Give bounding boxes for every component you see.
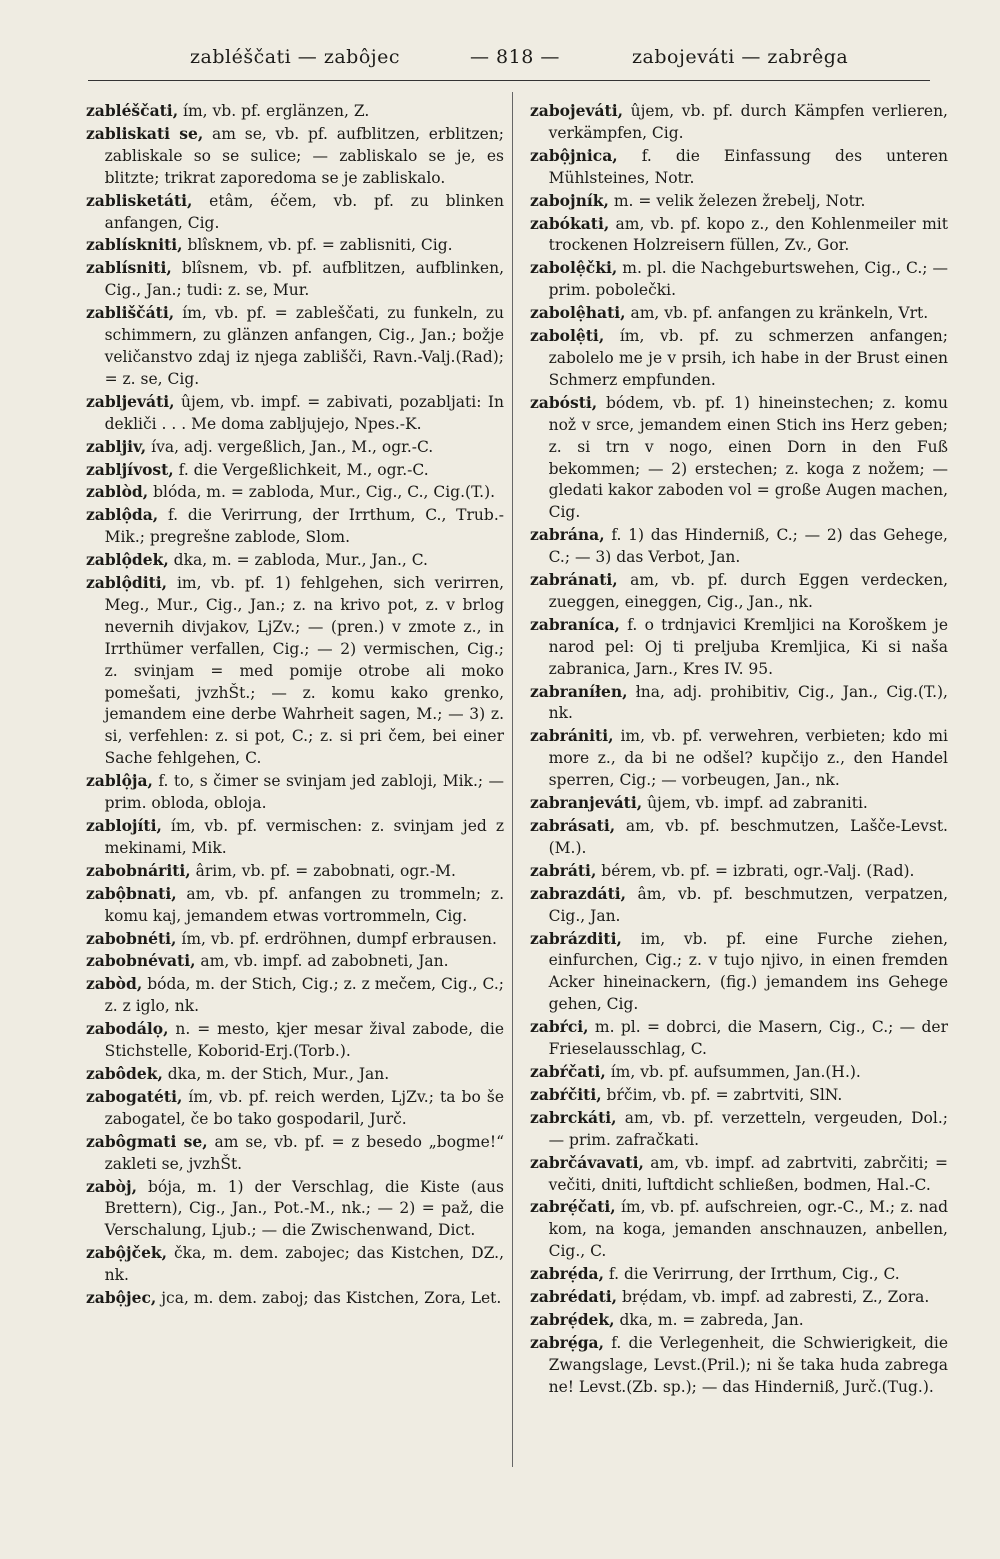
entry-definition: ím, vb. pf. erglänzen, Z. [178, 102, 370, 120]
dictionary-entry [86, 1063, 504, 1086]
entry-definition: am, vb. pf. verzetteln, vergeuden, Dol.; — prim. zafračkati. [548, 1108, 948, 1149]
dictionary-entry [530, 1263, 948, 1286]
entry-headword: zablojíti, [86, 816, 162, 835]
dictionary-entry [86, 928, 504, 951]
dictionary-entry [530, 1309, 948, 1332]
dictionary-entry [86, 572, 504, 770]
dictionary-entry [530, 100, 948, 145]
column-divider [512, 92, 513, 1467]
dictionary-entry [530, 1016, 948, 1061]
entry-definition: bŕčim, vb. pf. = zabrtviti, SlN. [601, 1085, 843, 1104]
entry-definition: bója, m. 1) der Verschlag, die Kiste (aus Brettern), Cig., Jan., Pot.-M., nk.; — 2) = paž, die Verschalung, Ljub.; — die Zwischenwand, Dict. [104, 1177, 504, 1240]
entry-definition: am, vb. impf. ad zabobneti, Jan. [195, 952, 449, 971]
entry-definition: blóda, m. = zabloda, Mur., Cig., C., Cig.(T.). [148, 483, 496, 502]
entry-headword: zabléščati, [86, 101, 179, 120]
entry-headword: zabojeváti, [530, 101, 623, 120]
entry-headword: zabrániti, [530, 726, 614, 746]
dictionary-entry [86, 391, 504, 436]
entry-headword: zabodálọ, [86, 1019, 169, 1039]
entry-definition: blîsknem, vb. pf. = zablisniti, Cig. [182, 236, 453, 255]
dictionary-entry [530, 792, 948, 815]
entry-definition: âm, vb. pf. beschmutzen, verpatzen, Cig., Jan. [548, 884, 948, 925]
dictionary-entry [530, 928, 948, 1017]
entry-definition: f. die Einfassung des unteren Mühlsteines, Notr. [548, 146, 948, 187]
entry-headword: zablisketáti, [86, 190, 193, 210]
entry-definition: ûjem, vb. impf. = zabivati, pozabljati: In dekliči . . . Me doma zabljujejo, Npes.-K. [104, 392, 504, 433]
dictionary-entry [86, 770, 504, 815]
running-head-right: zabojeváti — zabrêga [632, 46, 849, 68]
entry-definition: brẹ́dam, vb. impf. ad zabresti, Z., Zora. [617, 1288, 930, 1307]
dictionary-entry [530, 257, 948, 302]
dictionary-entry [530, 392, 948, 524]
dictionary-entry [86, 257, 504, 302]
dictionary-entry [530, 815, 948, 860]
entry-definition: f. die Vergeßlichkeit, M., ogr.-C. [173, 460, 429, 479]
entry-definition: bóda, m. der Stich, Cig.; z. z mečem, Cig., C.; z. z iglo, nk. [104, 975, 504, 1016]
entry-definition: čka, m. dem. zabojec; das Kistchen, DZ., nk. [104, 1244, 504, 1285]
entry-definition: im, vb. pf. 1) fehlgehen, sich verirren, Meg., Mur., Cig., Jan.; z. na krivo pot, z. v brlog nevernih divjakov, LjZv.; — (pren.) v zmote z., in Irrthümer verfallen, Cig.; — 2) vermischen, Cig.; z. svinjam = med pomije otrobe ali moko pomešati, jvzhŠt.; — z. komu kako grenko, jemandem eine derbe Wahrheit sagen, M.; — 3) z. si, verfehlen: z. si pot, C.; z. si pri čem, bei einer Sache fehlgehen, C. [104, 574, 504, 768]
dictionary-entry [86, 860, 504, 883]
entry-headword: zablísniti, [86, 258, 172, 278]
entry-definition: im, vb. pf. verwehren, verbieten; kdo mi more z., da bi ne odšel? kupčijo z., den Handel sperren, Cig.; — vorbeugen, Jan., nk. [548, 727, 948, 790]
entry-headword: zabrẹ́čati, [530, 1197, 616, 1217]
entry-headword: zabŕci, [530, 1017, 589, 1037]
dictionary-entry [86, 100, 504, 123]
dictionary-entry [86, 190, 504, 235]
entry-headword: zabraníłen, [530, 681, 628, 701]
dictionary-entry [530, 1061, 948, 1084]
entry-headword: zabránati, [530, 570, 618, 590]
dictionary-entry [86, 459, 504, 482]
entry-headword: zabrázditi, [530, 928, 622, 948]
entry-definition: am, vb. pf. durch Eggen verdecken, zueggen, eineggen, Cig., Jan., nk. [548, 571, 948, 611]
dictionary-entry [86, 549, 504, 572]
dictionary-entry [86, 1242, 504, 1287]
entry-headword: zabolệhati, [530, 303, 626, 323]
entry-headword: zabrásati, [530, 816, 616, 835]
entry-definition: etâm, éčem, vb. pf. zu blinken anfangen, Cig. [104, 191, 504, 232]
entry-headword: zabósti, [530, 392, 598, 412]
entry-headword: zabojník, [530, 190, 609, 210]
entry-headword: zabliščáti, [86, 303, 175, 323]
entry-definition: ûjem, vb. impf. ad zabraniti. [642, 794, 868, 813]
entry-definition: dka, m. = zabreda, Jan. [614, 1310, 804, 1329]
entry-definition: ârim, vb. pf. = zabobnati, ogr.-M. [190, 861, 456, 880]
entry-headword: zabrédati, [530, 1287, 618, 1307]
entry-definition: łna, adj. prohibitiv, Cig., Jan., Cig.(T.), nk. [548, 682, 948, 723]
entry-headword: zablòd, [86, 482, 149, 502]
dictionary-entry [86, 504, 504, 549]
entry-headword: zabrčávavati, [530, 1152, 644, 1172]
entry-headword: zabliskati se, [86, 123, 204, 143]
entry-definition: am, vb. pf. anfangen zu trommeln; z. komu kaj, jemandem etwas vortrommeln, Cig. [104, 884, 504, 925]
entry-headword: zabraníca, [530, 614, 620, 634]
dictionary-entry [530, 860, 948, 883]
dictionary-entry [530, 1286, 948, 1309]
entry-definition: bódem, vb. pf. 1) hineinstechen; z. komu nož v srce, jemandem einen Stich ins Herz geben; z. si trn v nogo, einen Dorn in den Fuß bekommen; — 2) erstechen; z. koga z nožem; — gledati kakor zaboden vol = große Augen machen, Cig. [548, 393, 948, 522]
dictionary-entry [530, 1196, 948, 1263]
entry-headword: zabranjeváti, [530, 793, 643, 813]
entry-headword: zabolệčki, [530, 258, 618, 278]
entry-headword: zabókati, [530, 213, 610, 233]
entry-headword: zabobnéti, [86, 928, 177, 948]
dictionary-entry [86, 883, 504, 928]
running-head-left: zabléščati — zabôjec [190, 46, 401, 68]
entry-headword: zabộjec, [86, 1288, 157, 1308]
entry-headword: zablộja, [86, 771, 153, 791]
entry-definition: m. pl. die Nachgeburtswehen, Cig., C.; — prim. pobolečki. [548, 259, 948, 300]
dictionary-entry [86, 1086, 504, 1131]
entry-headword: zabolệti, [530, 326, 605, 346]
dictionary-entry [86, 302, 504, 391]
entry-headword: zabŕčiti, [530, 1084, 602, 1104]
header-rule [88, 80, 930, 81]
entry-definition: m. pl. = dobrci, die Masern, Cig., C.; — der Frieselausschlag, C. [548, 1018, 948, 1059]
entry-definition: bérem, vb. pf. = izbrati, ogr.-Valj. (Rad). [596, 861, 915, 880]
entry-definition: n. = mesto, kjer mesar žival zabode, die Stichstelle, Koborid-Erj.(Torb.). [104, 1020, 504, 1061]
entry-headword: zabôdek, [86, 1063, 163, 1083]
entry-headword: zabrẹ́dek, [530, 1309, 615, 1329]
entry-headword: zablộditi, [86, 573, 168, 593]
entry-definition: f. die Verirrung, der Irrthum, Cig., C. [604, 1265, 900, 1284]
dictionary-entry [530, 213, 948, 258]
entry-headword: zablộdek, [86, 550, 169, 570]
entry-definition: ím, vb. pf. erdröhnen, dumpf erbrausen. [176, 929, 497, 948]
entry-definition: f. to, s čimer se svinjam jed zabloji, Mik.; — prim. obloda, obloja. [104, 772, 504, 813]
entry-headword: zabobnévati, [86, 951, 196, 971]
entry-definition: am, vb. impf. ad zabrtviti, zabrčiti; = večiti, dniti, luftdicht schließen, bodmen, Hal.-C. [548, 1153, 948, 1194]
entry-definition: ím, vb. pf. aufsummen, Jan.(H.). [605, 1062, 861, 1081]
entry-definition: f. 1) das Hinderniß, C.; — 2) das Gehege, C.; — 3) das Verbot, Jan. [548, 526, 948, 567]
entry-definition: ûjem, vb. pf. durch Kämpfen verlieren, verkämpfen, Cig. [548, 102, 948, 142]
entry-definition: f. die Verlegenheit, die Schwierigkeit, die Zwangslage, Levst.(Pril.); ni še taka huda zabrega ne! Levst.(Zb. sp.); — das Hinderniß, Jurč.(Tug.). [548, 1333, 948, 1396]
entry-headword: zabljiv, [86, 436, 147, 456]
dictionary-entry [86, 1287, 504, 1310]
dictionary-entry [86, 481, 504, 504]
entry-definition: ím, vb. pf. = zableščati, zu funkeln, zu schimmern, zu glänzen anfangen, Cig., Jan.; božje veličanstvo zdaj iz njega zablišči, Ravn.-Valj.(Rad); = z. se, Cig. [104, 304, 504, 388]
right-column [530, 100, 948, 1520]
entry-definition: blîsnem, vb. pf. aufblitzen, aufblinken, Cig., Jan.; tudi: z. se, Mur. [104, 259, 504, 300]
dictionary-entry [86, 815, 504, 860]
entry-headword: zabogatéti, [86, 1086, 183, 1106]
entry-definition: am se, vb. pf. = z besedo „bogme!“ zakleti se, jvzhŠt. [104, 1132, 504, 1173]
entry-headword: zabòd, [86, 974, 143, 994]
dictionary-entry [530, 725, 948, 792]
entry-definition: ím, vb. pf. reich werden, LjZv.; ta bo še zabogatel, če bo tako gospodaril, Jurč. [104, 1087, 504, 1128]
dictionary-entry [86, 123, 504, 190]
dictionary-entry [530, 190, 948, 213]
entry-headword: zabráti, [530, 860, 597, 880]
page-number: — 818 — [470, 46, 560, 68]
dictionary-entry [86, 973, 504, 1018]
dictionary-entry [530, 145, 948, 190]
entry-definition: f. die Verirrung, der Irrthum, C., Trub.-Mik.; pregrešne zablode, Slom. [104, 506, 504, 547]
dictionary-entry [530, 614, 948, 681]
entry-headword: zablộda, [86, 505, 159, 525]
dictionary-entry [86, 1131, 504, 1176]
entry-headword: zabobnáriti, [86, 860, 191, 880]
entry-definition: am, vb. pf. kopo z., den Kohlenmeiler mit trockenen Holzreisern füllen, Zv., Gor. [548, 214, 948, 255]
entry-headword: zabộjnica, [530, 145, 618, 165]
dictionary-entry [530, 524, 948, 569]
dictionary-entry [86, 950, 504, 973]
entry-headword: zabôgmati se, [86, 1131, 208, 1151]
entry-headword: zabộjček, [86, 1243, 168, 1263]
dictionary-entry [530, 569, 948, 614]
entry-definition: am, vb. pf. anfangen zu kränkeln, Vrt. [625, 304, 929, 323]
entry-headword: zabrẹ́da, [530, 1264, 604, 1284]
entry-headword: zablískniti, [86, 235, 183, 255]
entry-headword: zabòj, [86, 1176, 138, 1196]
entry-headword: zabŕčati, [530, 1061, 606, 1081]
dictionary-entry [530, 1107, 948, 1152]
entry-definition: dka, m. = zabloda, Mur., Jan., C. [168, 551, 428, 570]
entry-definition: im, vb. pf. eine Furche ziehen, einfurchen, Cig.; z. v tujo njivo, in einen fremden Acker hineinackern, (fig.) jemandem ins Gehege gehen, Cig. [548, 929, 948, 1014]
dictionary-entry [86, 234, 504, 257]
entry-headword: zabrẹ́ga, [530, 1332, 604, 1352]
dictionary-entry [86, 436, 504, 459]
entry-definition: ím, vb. pf. zu schmerzen anfangen; zabolelo me je v prsih, ich habe in der Brust einen Schmerz empfunden. [548, 327, 948, 389]
dictionary-entry [530, 325, 948, 392]
dictionary-entry [530, 1332, 948, 1399]
entry-definition: ím, vb. pf. vermischen: z. svinjam jed z mekinami, Mik. [104, 817, 504, 857]
entry-definition: am se, vb. pf. aufblitzen, erblitzen; zabliskale so se sulice; — zabliskalo se je, es blitzte; trikrat zaporedoma se je zabliskalo. [104, 124, 504, 187]
entry-definition: jca, m. dem. zaboj; das Kistchen, Zora, Let. [156, 1289, 502, 1308]
left-column [86, 100, 504, 1520]
entry-headword: zabộbnati, [86, 883, 177, 903]
entry-headword: zabrána, [530, 525, 605, 545]
dictionary-entry [86, 1018, 504, 1063]
entry-definition: ím, vb. pf. aufschreien, ogr.-C., M.; z. nad kom, na koga, jemanden anschnauzen, anbellen, Cig., C. [548, 1198, 948, 1261]
entry-headword: zabljeváti, [86, 391, 175, 411]
entry-headword: zabrckáti, [530, 1107, 617, 1127]
dictionary-entry [530, 302, 948, 325]
entry-definition: m. = velik železen žrebelj, Notr. [608, 191, 866, 210]
entry-headword: zabljívost, [86, 459, 174, 479]
dictionary-entry [530, 1152, 948, 1197]
entry-definition: íva, adj. vergeßlich, Jan., M., ogr.-C. [146, 437, 434, 456]
entry-definition: f. o trdnjavici Kremljici na Koroškem je narod pel: Oj ti preljuba Kremljica, Ki si naša zabranica, Jarn., Kres IV. 95. [548, 615, 948, 678]
dictionary-entry [530, 681, 948, 726]
dictionary-entry [530, 883, 948, 928]
dictionary-entry [530, 1084, 948, 1107]
entry-definition: am, vb. pf. beschmutzen, Lašče-Levst.(M.). [548, 817, 948, 857]
dictionary-entry [86, 1176, 504, 1243]
entry-definition: dka, m. der Stich, Mur., Jan. [162, 1064, 390, 1083]
entry-headword: zabrazdáti, [530, 883, 627, 903]
